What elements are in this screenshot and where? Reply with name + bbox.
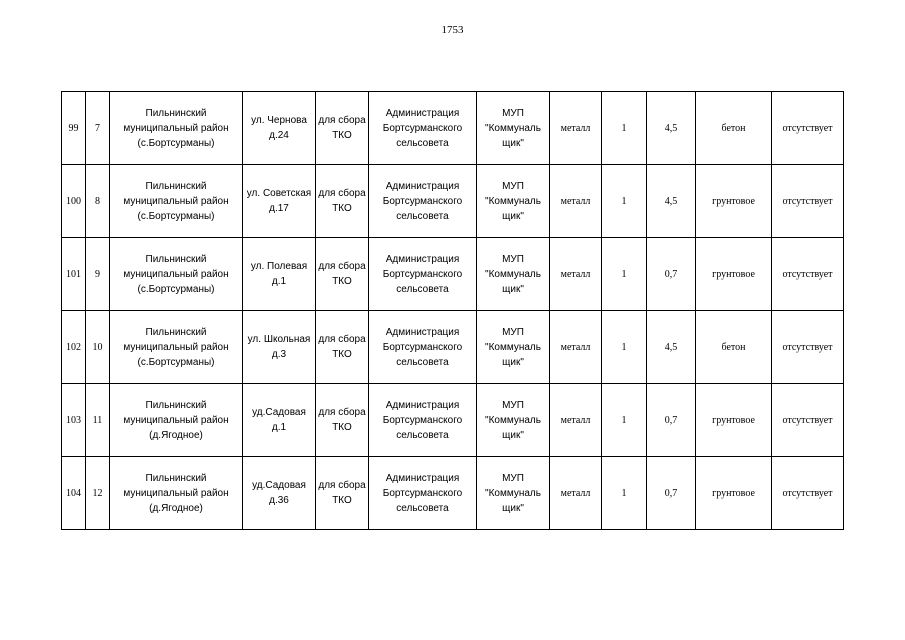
district-cell: Пильнинский муниципальный район (д.Ягодное) [110,457,243,530]
operator-cell: МУП "Коммуналь щик" [477,384,550,457]
row-number-cell: 100 [62,165,86,238]
address-cell: ул. Чернова д.24 [243,92,316,165]
owner-cell: Администрация Бортсурманского сельсовета [369,384,477,457]
count-cell: 1 [602,238,647,311]
operator-cell: МУП "Коммуналь щик" [477,238,550,311]
waste-sites-table [61,91,844,530]
volume-cell: 0,7 [647,238,696,311]
row-number-cell: 104 [62,457,86,530]
sub-number-cell: 11 [86,384,110,457]
owner-cell: Администрация Бортсурманского сельсовета [369,457,477,530]
address-cell: ул. Советская д.17 [243,165,316,238]
district-cell: Пильнинский муниципальный район (с.Бортсурманы) [110,311,243,384]
district-cell: Пильнинский муниципальный район (д.Ягодное) [110,384,243,457]
fence-cell: отсутствует [772,238,844,311]
volume-cell: 4,5 [647,311,696,384]
count-cell: 1 [602,384,647,457]
purpose-cell: для сбора ТКО [316,384,369,457]
operator-cell: МУП "Коммуналь щик" [477,457,550,530]
district-cell: Пильнинский муниципальный район (с.Бортсурманы) [110,238,243,311]
district-cell: Пильнинский муниципальный район (с.Бортсурманы) [110,92,243,165]
purpose-cell: для сбора ТКО [316,238,369,311]
owner-cell: Администрация Бортсурманского сельсовета [369,165,477,238]
volume-cell: 4,5 [647,165,696,238]
sub-number-cell: 12 [86,457,110,530]
sub-number-cell: 10 [86,311,110,384]
count-cell: 1 [602,457,647,530]
material-cell: металл [550,238,602,311]
fence-cell: отсутствует [772,165,844,238]
count-cell: 1 [602,92,647,165]
surface-cell: бетон [696,311,772,384]
fence-cell: отсутствует [772,311,844,384]
table-row [62,92,844,165]
volume-cell: 0,7 [647,384,696,457]
material-cell: металл [550,311,602,384]
sub-number-cell: 8 [86,165,110,238]
owner-cell: Администрация Бортсурманского сельсовета [369,311,477,384]
surface-cell: бетон [696,92,772,165]
address-cell: ул. Школьная д.3 [243,311,316,384]
surface-cell: грунтовое [696,238,772,311]
sub-number-cell: 7 [86,92,110,165]
material-cell: металл [550,384,602,457]
operator-cell: МУП "Коммуналь щик" [477,311,550,384]
material-cell: металл [550,92,602,165]
owner-cell: Администрация Бортсурманского сельсовета [369,92,477,165]
row-number-cell: 103 [62,384,86,457]
surface-cell: грунтовое [696,384,772,457]
sub-number-cell: 9 [86,238,110,311]
surface-cell: грунтовое [696,457,772,530]
purpose-cell: для сбора ТКО [316,165,369,238]
fence-cell: отсутствует [772,384,844,457]
volume-cell: 0,7 [647,457,696,530]
material-cell: металл [550,165,602,238]
row-number-cell: 99 [62,92,86,165]
table-row [62,457,844,530]
address-cell: ул. Полевая д.1 [243,238,316,311]
volume-cell: 4,5 [647,92,696,165]
count-cell: 1 [602,311,647,384]
district-cell: Пильнинский муниципальный район (с.Бортсурманы) [110,165,243,238]
purpose-cell: для сбора ТКО [316,92,369,165]
fence-cell: отсутствует [772,92,844,165]
surface-cell: грунтовое [696,165,772,238]
fence-cell: отсутствует [772,457,844,530]
table-row [62,238,844,311]
operator-cell: МУП "Коммуналь щик" [477,92,550,165]
row-number-cell: 102 [62,311,86,384]
owner-cell: Администрация Бортсурманского сельсовета [369,238,477,311]
page-number: 1753 [441,24,464,36]
table-row [62,311,844,384]
purpose-cell: для сбора ТКО [316,311,369,384]
count-cell: 1 [602,165,647,238]
table-row [62,384,844,457]
purpose-cell: для сбора ТКО [316,457,369,530]
address-cell: уд.Садовая д.36 [243,457,316,530]
table-row [62,165,844,238]
material-cell: металл [550,457,602,530]
operator-cell: МУП "Коммуналь щик" [477,165,550,238]
row-number-cell: 101 [62,238,86,311]
address-cell: уд.Садовая д.1 [243,384,316,457]
